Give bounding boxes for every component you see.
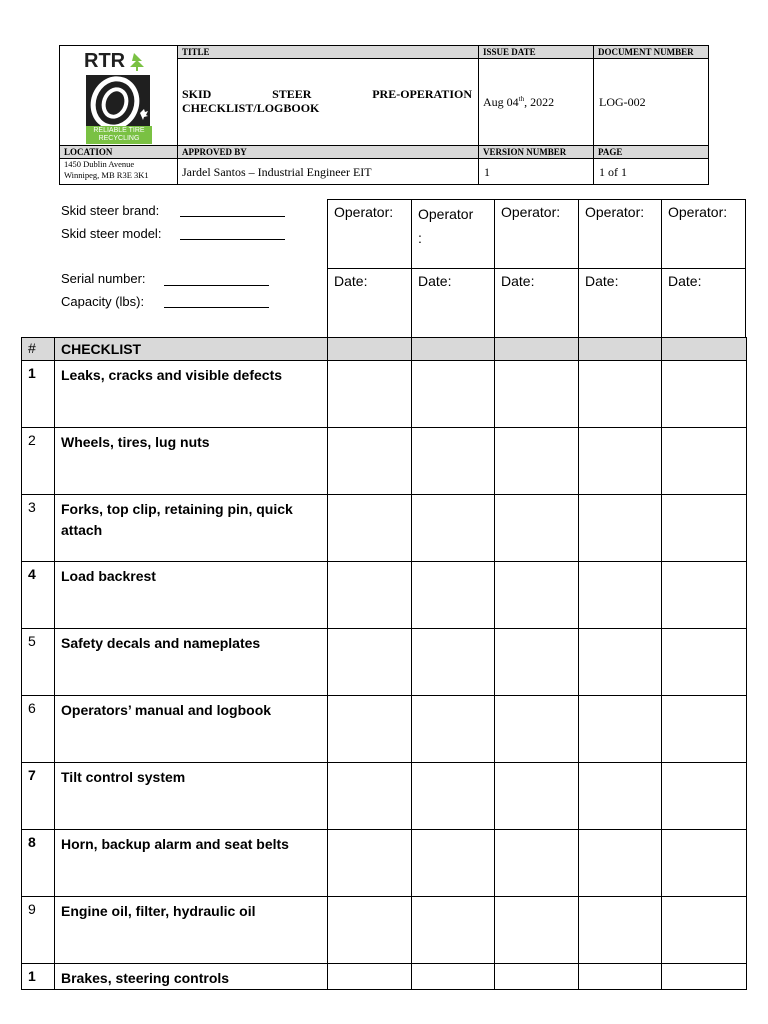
check-cell-operator-3[interactable] — [495, 428, 579, 495]
checklist-item-number: 6 — [22, 696, 55, 763]
operator-cell-2-text: Operator — [418, 206, 474, 222]
title-word-steer: STEER — [272, 87, 312, 101]
title-label: TITLE — [177, 45, 479, 59]
header-blank-5 — [662, 338, 747, 361]
check-cell-operator-3[interactable] — [495, 763, 579, 830]
date-cell-2[interactable]: Date: — [411, 268, 495, 338]
issue-date-label: ISSUE DATE — [478, 45, 594, 59]
checklist-row — [22, 964, 747, 990]
check-cell-operator-2[interactable] — [412, 495, 495, 562]
checklist-item-text: Operators’ manual and logbook — [55, 696, 328, 763]
issue-date-value — [483, 95, 554, 110]
check-cell-operator-1[interactable] — [328, 696, 412, 763]
version-value: 1 — [484, 165, 490, 179]
check-cell-operator-4[interactable] — [579, 495, 662, 562]
capacity-input-line[interactable] — [164, 307, 269, 308]
check-cell-operator-5[interactable] — [662, 361, 747, 428]
checklist-item-text: Wheels, tires, lug nuts — [55, 428, 328, 495]
page-label: PAGE — [593, 145, 709, 159]
checklist-item-text: Horn, backup alarm and seat belts — [55, 830, 328, 897]
approved-by-label: APPROVED BY — [177, 145, 479, 159]
check-cell-operator-5[interactable] — [662, 696, 747, 763]
logo-tagline-line2: RECYCLING — [98, 135, 140, 142]
document-header — [59, 45, 709, 185]
page-value: 1 of 1 — [599, 165, 627, 179]
checklist-item-text: Safety decals and nameplates — [55, 629, 328, 696]
checklist-item-text: Forks, top clip, retaining pin, quick attach — [55, 495, 328, 562]
check-cell-operator-1[interactable] — [328, 830, 412, 897]
logo-brand-text: RTR — [84, 50, 126, 72]
checklist-item-text: Engine oil, filter, hydraulic oil — [55, 897, 328, 964]
model-label: Skid steer model: — [61, 226, 162, 241]
check-cell-operator-2[interactable] — [412, 763, 495, 830]
title-word-skid: SKID — [182, 87, 212, 101]
check-cell-operator-4[interactable] — [579, 562, 662, 629]
check-cell-operator-4[interactable] — [579, 964, 662, 990]
check-cell-operator-5[interactable] — [662, 897, 747, 964]
check-cell-operator-1[interactable] — [328, 763, 412, 830]
check-cell-operator-1[interactable] — [328, 495, 412, 562]
title-line2: CHECKLIST/LOGBOOK — [182, 101, 320, 115]
check-cell-operator-5[interactable] — [662, 428, 747, 495]
checklist-item-number: 7 — [22, 763, 55, 830]
title-line1 — [182, 87, 472, 101]
check-cell-operator-2[interactable] — [412, 629, 495, 696]
check-cell-operator-3[interactable] — [495, 562, 579, 629]
check-cell-operator-1[interactable] — [328, 964, 412, 990]
checklist-title-header: CHECKLIST — [55, 338, 328, 361]
check-cell-operator-2[interactable] — [412, 964, 495, 990]
date-cell-1[interactable]: Date: — [327, 268, 412, 338]
header-blank-3 — [495, 338, 579, 361]
check-cell-operator-4[interactable] — [579, 428, 662, 495]
check-cell-operator-5[interactable] — [662, 964, 747, 990]
operator-cell-2[interactable] — [411, 199, 495, 269]
capacity-label: Capacity (lbs): — [61, 294, 145, 309]
location-line1: 1450 Dublin Avenue — [64, 159, 135, 169]
approved-by-value: Jardel Santos – Industrial Engineer EIT — [182, 165, 372, 179]
check-cell-operator-5[interactable] — [662, 830, 747, 897]
date-cell-4[interactable]: Date: — [578, 268, 662, 338]
check-cell-operator-3[interactable] — [495, 495, 579, 562]
checklist-num-header: # — [22, 338, 55, 361]
checklist-item-text: Load backrest — [55, 562, 328, 629]
check-cell-operator-3[interactable] — [495, 361, 579, 428]
check-cell-operator-2[interactable] — [412, 361, 495, 428]
checklist-item-text: Leaks, cracks and visible defects — [55, 361, 328, 428]
check-cell-operator-5[interactable] — [662, 495, 747, 562]
checklist-item-number: 3 — [22, 495, 55, 562]
check-cell-operator-1[interactable] — [328, 629, 412, 696]
check-cell-operator-4[interactable] — [579, 361, 662, 428]
checklist-item-number: 4 — [22, 562, 55, 629]
check-cell-operator-2[interactable] — [412, 830, 495, 897]
check-cell-operator-3[interactable] — [495, 629, 579, 696]
location-value — [64, 159, 149, 181]
header-blank-2 — [412, 338, 495, 361]
check-cell-operator-3[interactable] — [495, 897, 579, 964]
check-cell-operator-4[interactable] — [579, 897, 662, 964]
check-cell-operator-1[interactable] — [328, 562, 412, 629]
checklist-item-number: 1 — [22, 361, 55, 428]
checklist-row — [22, 495, 747, 562]
operator-cell-3[interactable]: Operator: — [494, 199, 579, 269]
operator-cell-5[interactable]: Operator: — [661, 199, 746, 269]
title-word-preop: PRE-OPERATION — [372, 87, 472, 101]
checklist-row — [22, 361, 747, 428]
checklist-item-number: 8 — [22, 830, 55, 897]
check-cell-operator-2[interactable] — [412, 428, 495, 495]
check-cell-operator-3[interactable] — [495, 830, 579, 897]
issue-date-year: , 2022 — [524, 95, 555, 109]
check-cell-operator-4[interactable] — [579, 763, 662, 830]
document-title — [182, 87, 472, 115]
version-label: VERSION NUMBER — [478, 145, 594, 159]
check-cell-operator-4[interactable] — [579, 830, 662, 897]
serial-input-line[interactable] — [164, 285, 269, 286]
checklist-item-text: Brakes, steering controls — [55, 964, 328, 990]
checklist-header-row — [22, 338, 747, 361]
check-cell-operator-4[interactable] — [579, 629, 662, 696]
date-cell-3[interactable]: Date: — [494, 268, 579, 338]
checklist-row — [22, 763, 747, 830]
brand-label: Skid steer brand: — [61, 203, 160, 218]
doc-number-label: DOCUMENT NUMBER — [593, 45, 709, 59]
issue-date-sup: th — [518, 95, 525, 103]
checklist-row — [22, 696, 747, 763]
check-cell-operator-4[interactable] — [579, 696, 662, 763]
check-cell-operator-3[interactable] — [495, 696, 579, 763]
brand-input-line[interactable] — [180, 216, 285, 217]
serial-label: Serial number: — [61, 271, 146, 286]
check-cell-operator-5[interactable] — [662, 629, 747, 696]
check-cell-operator-1[interactable] — [328, 361, 412, 428]
logo-tagline — [86, 126, 152, 144]
check-cell-operator-2[interactable] — [412, 696, 495, 763]
model-input-line[interactable] — [180, 239, 285, 240]
issue-date-main: Aug 04 — [483, 95, 519, 109]
checklist-item-text: Tilt control system — [55, 763, 328, 830]
check-cell-operator-2[interactable] — [412, 562, 495, 629]
check-cell-operator-5[interactable] — [662, 763, 747, 830]
checklist-item-number: 9 — [22, 897, 55, 964]
check-cell-operator-2[interactable] — [412, 897, 495, 964]
checklist-row — [22, 897, 747, 964]
checklist-item-number: 2 — [22, 428, 55, 495]
checklist-row — [22, 428, 747, 495]
operator-cell-2-colon: : — [418, 230, 422, 246]
checklist-item-number: 1 — [22, 964, 55, 990]
check-cell-operator-1[interactable] — [328, 428, 412, 495]
header-blank-1 — [328, 338, 412, 361]
date-cell-5[interactable]: Date: — [661, 268, 746, 338]
location-label: LOCATION — [59, 145, 178, 159]
doc-number-value: LOG-002 — [599, 95, 646, 109]
checklist-row — [22, 562, 747, 629]
logo-tagline-line1: RELIABLE TIRE — [93, 127, 145, 134]
checklist-row — [22, 830, 747, 897]
check-cell-operator-3[interactable] — [495, 964, 579, 990]
checklist-table — [21, 337, 746, 990]
operator-cell-4[interactable]: Operator: — [578, 199, 662, 269]
check-cell-operator-5[interactable] — [662, 562, 747, 629]
version-cell — [478, 158, 594, 185]
checklist-item-number: 5 — [22, 629, 55, 696]
location-line2: Winnipeg, MB R3E 3K1 — [64, 170, 149, 180]
check-cell-operator-1[interactable] — [328, 897, 412, 964]
checklist-row — [22, 629, 747, 696]
header-blank-4 — [579, 338, 662, 361]
operator-cell-1[interactable]: Operator: — [327, 199, 412, 269]
